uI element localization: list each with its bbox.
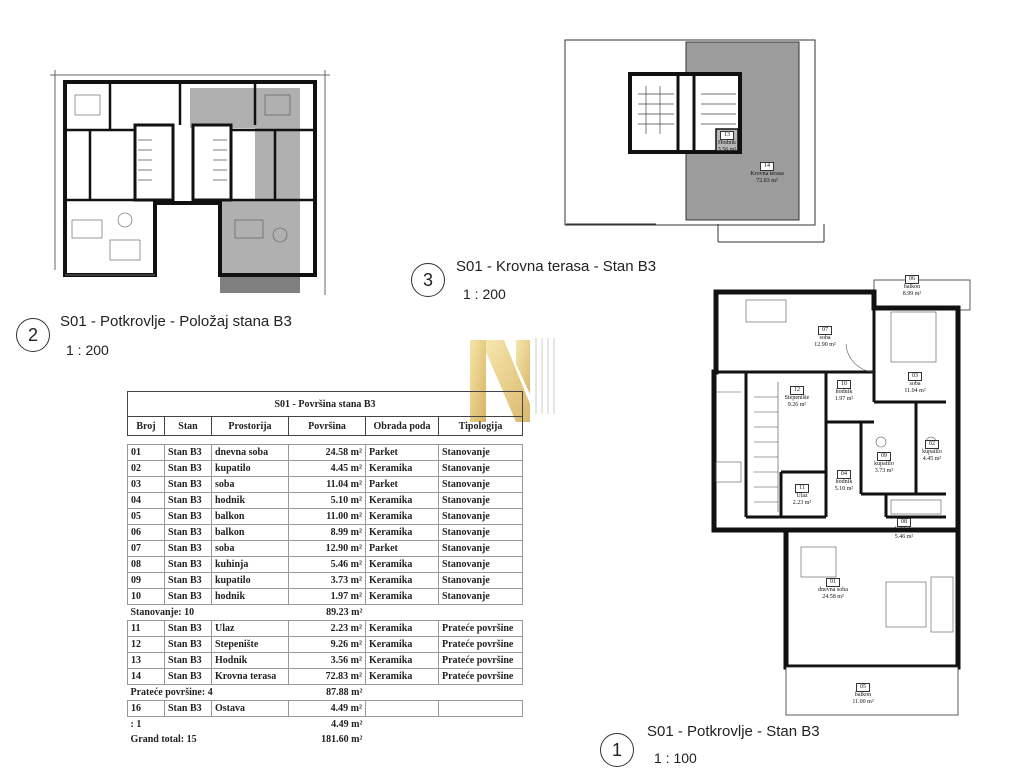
table-row xyxy=(128,477,523,493)
area-schedule-table xyxy=(127,391,523,747)
room-label-07-soba: 07 soba 12.90 m² xyxy=(814,327,836,348)
table-cell: Keramika xyxy=(366,669,439,685)
table-cell: Keramika xyxy=(366,461,439,477)
table-cell: Keramika xyxy=(366,621,439,637)
table-cell: Stan B3 xyxy=(165,445,212,461)
subtotal-value: 89.23 m² xyxy=(326,607,363,618)
table-cell: Stanovanje xyxy=(439,557,523,573)
table-row xyxy=(128,493,523,509)
table-cell: Prateće površine xyxy=(439,669,523,685)
subtotal-label: Prateće površine: 4 xyxy=(130,687,213,698)
table-cell: Keramika xyxy=(366,573,439,589)
table-cell: 4.49 m² xyxy=(289,701,366,717)
table-cell: Stanovanje xyxy=(439,477,523,493)
plan-roof-terrace-drawing xyxy=(556,24,826,249)
view-2-title: S01 - Potkrovlje - Položaj stana B3 xyxy=(60,313,292,330)
room-label-11-ulaz: 11 Ulaz 2.23 m² xyxy=(792,485,812,506)
room-label-04-hodnik: 04 hodnik 5.10 m² xyxy=(834,471,854,492)
table-cell: kupatilo xyxy=(212,573,289,589)
table-cell: balkon xyxy=(212,509,289,525)
room-label-09-kupatilo: 09 kupatilo 3.73 m² xyxy=(874,453,894,474)
table-cell: Stan B3 xyxy=(165,573,212,589)
room-label-05-balkon: 05 balkon 11.00 m² xyxy=(852,684,874,705)
table-cell: Stan B3 xyxy=(165,477,212,493)
view-3-scale: 1 : 200 xyxy=(463,286,506,302)
table-cell: 12.90 m² xyxy=(289,541,366,557)
table-cell: 2.23 m² xyxy=(289,621,366,637)
table-cell: 3.56 m² xyxy=(289,653,366,669)
view-1-title: S01 - Potkrovlje - Stan B3 xyxy=(647,723,820,740)
plan-location-drawing xyxy=(50,70,330,295)
table-cell: 03 xyxy=(128,477,165,493)
table-cell: kupatilo xyxy=(212,461,289,477)
table-cell: Keramika xyxy=(366,493,439,509)
table-cell: Stanovanje xyxy=(439,589,523,605)
table-cell: soba xyxy=(212,541,289,557)
subtotal-value: 4.49 m² xyxy=(331,719,363,730)
subtotal-value: 181.60 m² xyxy=(321,734,363,745)
table-row xyxy=(128,589,523,605)
table-cell: Parket xyxy=(366,541,439,557)
table-row xyxy=(128,557,523,573)
subtotal-empty xyxy=(366,605,523,621)
subtotal-value: 87.88 m² xyxy=(326,687,363,698)
table-cell: Stanovanje xyxy=(439,461,523,477)
table-cell: 01 xyxy=(128,445,165,461)
table-cell: 06 xyxy=(128,525,165,541)
view-2-scale: 1 : 200 xyxy=(66,342,109,358)
table-cell: Stanovanje xyxy=(439,493,523,509)
room-label-08-kuhinja: 08 kuhinja 5.46 m² xyxy=(894,519,914,540)
table-cell: 09 xyxy=(128,573,165,589)
table-cell: Stan B3 xyxy=(165,509,212,525)
roof-label-krovna-terasa: 14 Krovna terasa 72.83 m² xyxy=(750,163,784,184)
table-cell: balkon xyxy=(212,525,289,541)
table-cell: Keramika xyxy=(366,557,439,573)
table-cell: Stan B3 xyxy=(165,461,212,477)
table-cell: 02 xyxy=(128,461,165,477)
subtotal-label: : 1 xyxy=(130,719,142,730)
table-row xyxy=(128,461,523,477)
subtotal-empty xyxy=(366,732,523,747)
room-label-03-soba: 03 soba 11.04 m² xyxy=(904,373,926,394)
table-cell: 07 xyxy=(128,541,165,557)
table-row xyxy=(128,525,523,541)
table-cell: 1.97 m² xyxy=(289,589,366,605)
table-cell: 9.26 m² xyxy=(289,637,366,653)
table-cell: Prateće površine xyxy=(439,653,523,669)
table-cell: Stan B3 xyxy=(165,669,212,685)
col-header: Broj xyxy=(128,417,165,436)
table-row xyxy=(128,445,523,461)
view-2-marker: 2 xyxy=(16,318,50,352)
table-cell: Keramika xyxy=(366,589,439,605)
roof-label-hodnik: 13 Hodnik 3.56 m² xyxy=(717,132,737,153)
subtotal-empty xyxy=(366,717,523,733)
subtotal-row xyxy=(128,685,523,701)
table-cell: Stanovanje xyxy=(439,509,523,525)
table-cell: 16 xyxy=(128,701,165,717)
table-cell: Parket xyxy=(366,477,439,493)
view-1-scale: 1 : 100 xyxy=(654,750,697,766)
table-cell: 5.46 m² xyxy=(289,557,366,573)
table-cell: Stan B3 xyxy=(165,621,212,637)
table-cell: Stepenište xyxy=(212,637,289,653)
table-cell: Stan B3 xyxy=(165,653,212,669)
table-row xyxy=(128,621,523,637)
table-cell: 13 xyxy=(128,653,165,669)
table-cell: Stanovanje xyxy=(439,525,523,541)
table-cell: Prateće površine xyxy=(439,637,523,653)
table-row xyxy=(128,637,523,653)
table-cell: 5.10 m² xyxy=(289,493,366,509)
table-cell: Prateće površine xyxy=(439,621,523,637)
table-row xyxy=(128,573,523,589)
table-cell: Stan B3 xyxy=(165,541,212,557)
table-cell: 11 xyxy=(128,621,165,637)
subtotal-row xyxy=(128,717,523,733)
subtotal-label: Stanovanje: 10 xyxy=(130,607,195,618)
table-row xyxy=(128,653,523,669)
room-label-12-stepeniste: 12 Stepenište 9.26 m² xyxy=(784,387,810,408)
table-cell: hodnik xyxy=(212,493,289,509)
table-cell: Keramika xyxy=(366,509,439,525)
table-cell: 11.04 m² xyxy=(289,477,366,493)
col-header: Tipologija xyxy=(439,417,523,436)
table-cell: kuhinja xyxy=(212,557,289,573)
table-cell: 05 xyxy=(128,509,165,525)
table-cell: Stan B3 xyxy=(165,637,212,653)
subtotal-label: Grand total: 15 xyxy=(130,734,197,745)
table-cell: Stan B3 xyxy=(165,493,212,509)
table-row xyxy=(128,701,523,717)
table-cell: Keramika xyxy=(366,637,439,653)
subtotal-row xyxy=(128,732,523,747)
table-cell xyxy=(439,701,523,717)
view-3-title: S01 - Krovna terasa - Stan B3 xyxy=(456,258,657,275)
table-cell: 72.83 m² xyxy=(289,669,366,685)
room-label-10-hodnik: 10 hodnik 1.97 m² xyxy=(834,381,854,402)
table-cell: Stanovanje xyxy=(439,573,523,589)
spacer-row xyxy=(128,436,523,445)
table-row xyxy=(128,509,523,525)
table-cell: Stanovanje xyxy=(439,445,523,461)
col-header: Prostorija xyxy=(212,417,289,436)
table-row xyxy=(128,541,523,557)
table-cell: Stanovanje xyxy=(439,541,523,557)
table-cell: Hodnik xyxy=(212,653,289,669)
table-cell: 12 xyxy=(128,637,165,653)
col-header: Stan xyxy=(165,417,212,436)
table-cell: 24.58 m² xyxy=(289,445,366,461)
col-header: Površina xyxy=(289,417,366,436)
table-cell: 14 xyxy=(128,669,165,685)
table-cell: Stan B3 xyxy=(165,525,212,541)
table-cell: soba xyxy=(212,477,289,493)
table-cell: Stan B3 xyxy=(165,701,212,717)
table-cell: 10 xyxy=(128,589,165,605)
table-cell: Keramika xyxy=(366,525,439,541)
table-caption: S01 - Površina stana B3 xyxy=(128,392,523,417)
view-1-marker: 1 xyxy=(600,733,634,767)
table-cell: Ostava xyxy=(212,701,289,717)
table-cell: 8.99 m² xyxy=(289,525,366,541)
table-cell: Stan B3 xyxy=(165,557,212,573)
table-cell: 04 xyxy=(128,493,165,509)
table-cell: 11.00 m² xyxy=(289,509,366,525)
table-cell: dnevna soba xyxy=(212,445,289,461)
table-cell: Keramika xyxy=(366,653,439,669)
table-row xyxy=(128,669,523,685)
table-cell: hodnik xyxy=(212,589,289,605)
spacer-cell xyxy=(128,436,523,445)
table-cell: 08 xyxy=(128,557,165,573)
table-cell: 4.45 m² xyxy=(289,461,366,477)
col-header: Obrada poda xyxy=(366,417,439,436)
table-cell: 3.73 m² xyxy=(289,573,366,589)
table-cell: Stan B3 xyxy=(165,589,212,605)
room-label-01-dnevna-soba: 01 dnevna soba 24.58 m² xyxy=(818,579,848,600)
table-cell xyxy=(366,701,439,717)
room-label-02-kupatilo: 02 kupatilo 4.45 m² xyxy=(922,441,942,462)
subtotal-empty xyxy=(366,685,523,701)
subtotal-row xyxy=(128,605,523,621)
table-header-row xyxy=(128,417,523,436)
table-cell: Ulaz xyxy=(212,621,289,637)
room-label-06-balkon: 06 balkon 8.99 m² xyxy=(902,276,922,297)
table-cell: Parket xyxy=(366,445,439,461)
table-cell: Krovna terasa xyxy=(212,669,289,685)
view-3-marker: 3 xyxy=(411,263,445,297)
